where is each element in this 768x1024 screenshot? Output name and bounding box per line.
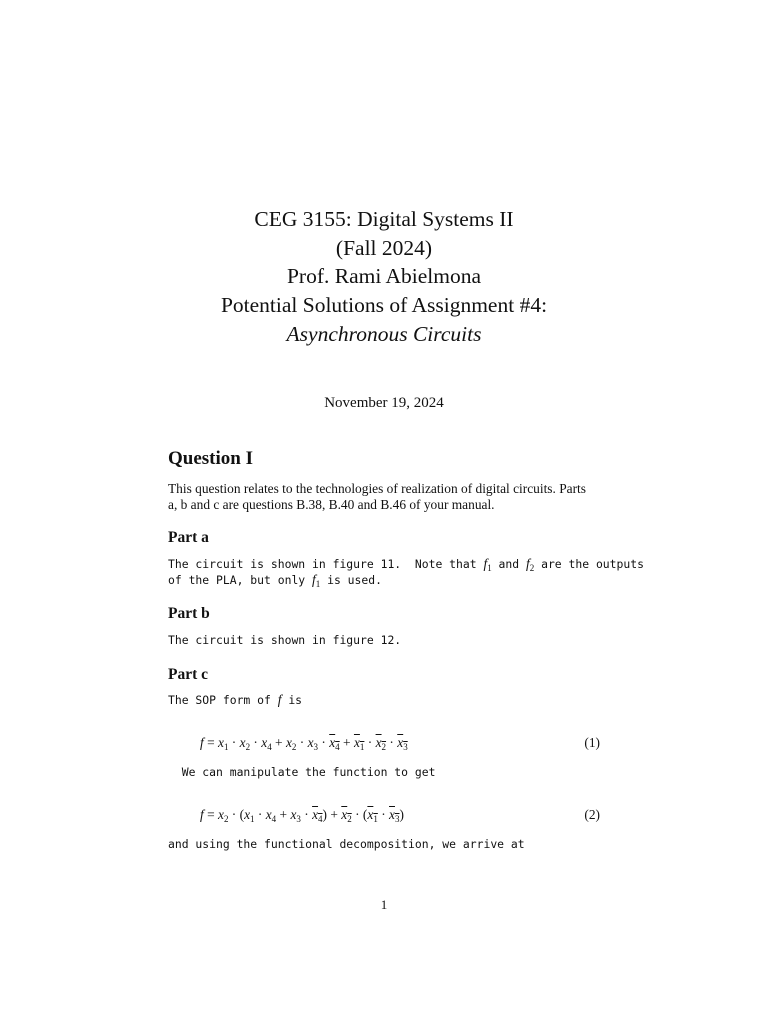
assignment-topic: Asynchronous Circuits bbox=[286, 321, 482, 346]
equation-2 bbox=[200, 807, 600, 823]
part-a-text-segment: of the PLA, but only bbox=[168, 573, 313, 587]
equation-1-expression: $f = x_1 \cdot x_2 \cdot x_4 + x_2 \cdot x_3 \cdot x_4 + x_1 \cdot x_2 \cdot x_3$ bbox=[200, 735, 408, 752]
professor-name: Prof. Rami Abielmona bbox=[286, 264, 482, 289]
document-date: November 19, 2024 bbox=[324, 395, 444, 411]
math-f: f bbox=[277, 692, 282, 707]
part-a-text bbox=[168, 556, 644, 588]
equation-1-number: (1) bbox=[584, 735, 600, 750]
part-a-line bbox=[168, 556, 644, 572]
part-a-text-segment: The circuit is shown in figure 11. Note that bbox=[168, 557, 484, 571]
assignment-title: Potential Solutions of Assignment #4: bbox=[220, 293, 548, 318]
course-title: CEG 3155: Digital Systems II bbox=[254, 207, 514, 231]
part-b-heading: Part b bbox=[168, 605, 210, 622]
question-intro-line: This question relates to the technologies of realization of digital circuits. Parts bbox=[168, 481, 586, 496]
part-c-text-segment: is bbox=[281, 693, 303, 707]
course-term: (Fall 2024) bbox=[335, 235, 433, 260]
question-intro bbox=[168, 481, 608, 513]
question-heading: Question I bbox=[168, 448, 253, 469]
part-a-text-segment: is used. bbox=[320, 573, 382, 587]
part-a-line bbox=[168, 572, 644, 588]
equation-2-number: (2) bbox=[584, 807, 600, 822]
page-number: 1 bbox=[380, 897, 388, 912]
part-c-manipulate-text: We can manipulate the function to get bbox=[168, 765, 436, 779]
part-a-heading: Part a bbox=[168, 529, 209, 546]
math-f1: $f_1$ bbox=[312, 572, 321, 589]
part-b-text: The circuit is shown in figure 12. bbox=[168, 633, 402, 647]
part-c-decomposition-text: and using the functional decomposition, we arrive at bbox=[168, 837, 525, 851]
equation-2-expression: $f = x_2 \cdot (x_1 \cdot x_4 + x_3 \cdot x_4) + x_2 \cdot (x_1 \cdot x_3)$ bbox=[200, 807, 404, 824]
equation-1 bbox=[200, 735, 600, 751]
part-c-heading: Part c bbox=[168, 666, 209, 683]
part-a-text-segment: are the outputs bbox=[534, 557, 644, 571]
document-title-block bbox=[0, 205, 768, 349]
question-intro-line: a, b and c are questions B.38, B.40 and B.46 of your manual. bbox=[168, 497, 495, 512]
part-a-text-segment: and bbox=[491, 557, 526, 571]
part-c-sop-text bbox=[168, 692, 302, 708]
math-f1: $f_1$ bbox=[483, 556, 492, 573]
part-c-text-segment: The SOP form of bbox=[168, 693, 278, 707]
math-f2: $f_2$ bbox=[526, 556, 535, 573]
